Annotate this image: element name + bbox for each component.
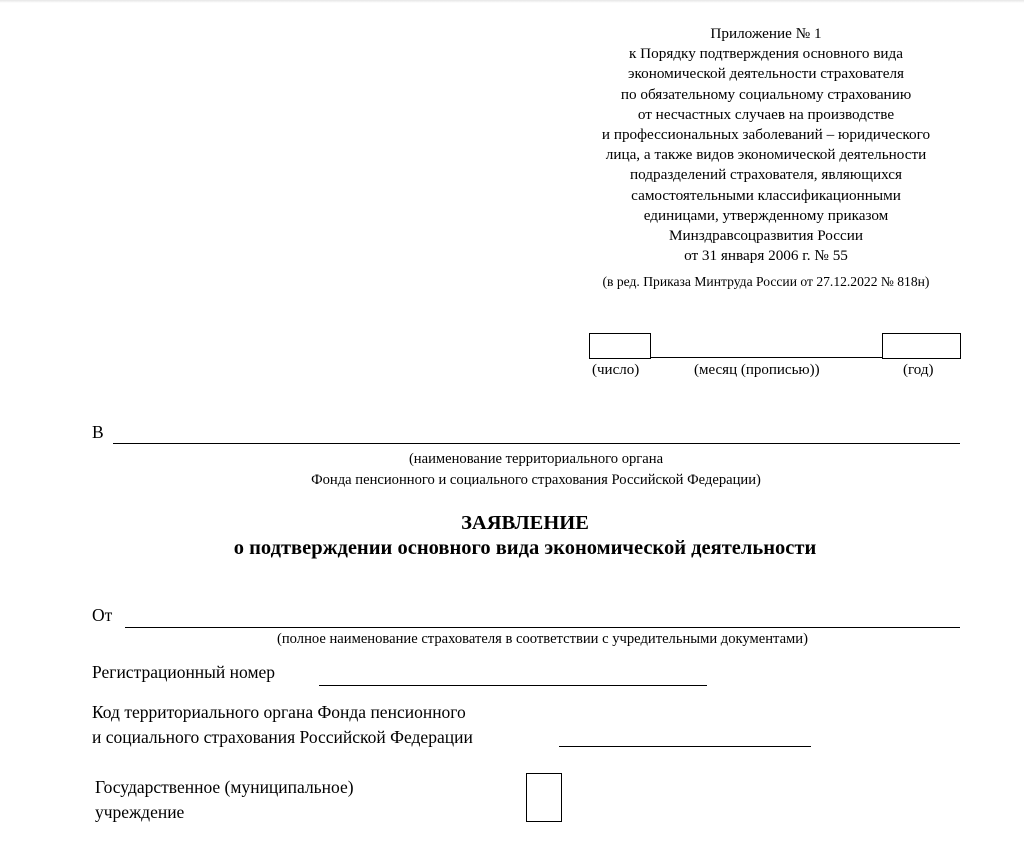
state-institution-label-line: учреждение — [95, 802, 185, 822]
sender-label: От — [92, 605, 113, 625]
recipient-label: В — [92, 422, 104, 442]
document-title — [100, 511, 950, 561]
appendix-line: экономической деятельности страхователя — [627, 65, 905, 83]
appendix-line: лица, а также видов экономической деятельности — [605, 146, 927, 164]
appendix-line: к Порядку подтверждения основного вида — [629, 45, 903, 63]
registration-field[interactable] — [319, 685, 707, 686]
title-line: о подтверждении основного вида экономической деятельности — [233, 537, 817, 559]
appendix-line: подразделений страхователя, являющихся — [630, 166, 902, 184]
recipient-caption — [200, 449, 872, 490]
state-institution-label — [95, 775, 354, 825]
recipient-caption-line: Фонда пенсионного и социального страхования Российской Федерации) — [311, 471, 761, 488]
date-year-field[interactable] — [882, 333, 961, 359]
territorial-code-label — [92, 700, 473, 750]
title-line: ЗАЯВЛЕНИЕ — [461, 512, 589, 534]
appendix-line: от несчастных случаев на производстве — [637, 105, 895, 123]
date-month-caption: (месяц (прописью)) — [694, 362, 820, 378]
sender-field[interactable] — [125, 627, 960, 628]
viewer-top-edge — [0, 0, 1024, 3]
territorial-code-label-line: и социального страхования Российской Федерации — [92, 727, 473, 747]
recipient-field[interactable] — [113, 443, 960, 444]
date-day-field[interactable] — [589, 333, 651, 359]
appendix-line: по обязательному социальному страхованию — [620, 85, 912, 103]
appendix-line: от 31 января 2006 г. № 55 — [684, 247, 848, 265]
appendix-line: Минздравсоцразвития России — [668, 227, 864, 245]
appendix-line: самостоятельными классификационными — [631, 186, 901, 204]
registration-label: Регистрационный номер — [92, 662, 276, 682]
revision-note: (в ред. Приказа Минтруда России от 27.12.2022 № 818н) — [602, 274, 930, 289]
state-institution-label-line: Государственное (муниципальное) — [95, 777, 354, 797]
state-institution-checkbox[interactable] — [526, 773, 562, 822]
appendix-line: Приложение № 1 — [710, 25, 822, 42]
recipient-caption-line: (наименование территориального органа — [408, 451, 664, 467]
date-year-caption: (год) — [903, 362, 934, 378]
appendix-line: единицами, утвержденному приказом — [643, 206, 889, 224]
sender-caption: (полное наименование страхователя в соответствии с учредительными документами) — [277, 631, 808, 647]
territorial-code-field[interactable] — [559, 746, 811, 747]
territorial-code-label-line: Код территориального органа Фонда пенсионного — [92, 702, 466, 722]
date-day-caption: (число) — [592, 362, 640, 378]
appendix-header — [560, 24, 972, 266]
appendix-line: и профессиональных заболеваний – юридического — [601, 126, 931, 144]
